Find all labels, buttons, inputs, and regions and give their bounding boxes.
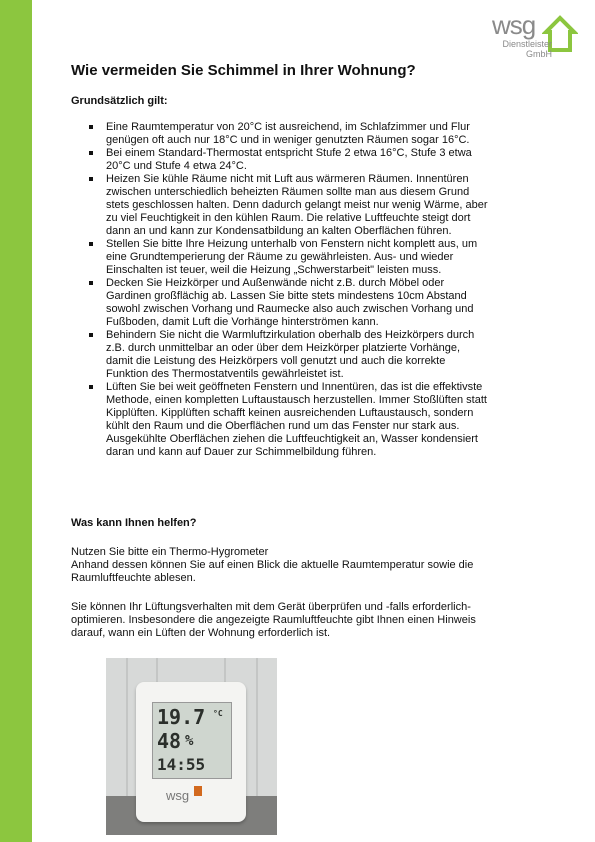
lcd-screen (152, 702, 232, 779)
hygrometer-device (136, 682, 246, 822)
section-heading-help: Was kann Ihnen helfen? (71, 517, 197, 529)
list-item: Lüften Sie bei weit geöffneten Fenstern und Innentüren, das ist die effektivste Methode, einen kompletten Luftaustausch herzustellen. Immer Stoßlüften statt Kipplüften. Kipplüften schafft keinen ausreichenden Luftaustausch, sondern kühlt den Raum und die Oberflächen rund um das Fenster nur stark aus. Ausgekühlte Oberflächen ziehen die Luftfeuchtigkeit an, Wasser kondensiert daran und kann auf Dauer zur Schimmelbildung führen. (89, 381, 529, 459)
lcd-temp-unit: °C (213, 709, 223, 718)
logo-subtitle-1: Dienstleister (502, 39, 552, 49)
list-item: Bei einem Standard-Thermostat entspricht Stufe 2 etwa 16°C, Stufe 3 etwa 20°C und Stufe 4 etwa 24°C. (89, 147, 529, 173)
logo-subtitle-2: GmbH (525, 49, 552, 59)
device-logo-house-icon (194, 786, 202, 796)
lcd-humidity: 48 (157, 729, 182, 753)
list-item: Stellen Sie bitte Ihre Heizung unterhalb von Fenstern nicht komplett aus, um eine Grundtemperierung der Räume zu gewährleisten. Aus- und wieder Einschalten ist teuer, weil die Heizung „Schwerstarbeit" leisten muss. (89, 238, 529, 277)
lcd-temperature: 19.7 (157, 705, 206, 729)
list-item: Decken Sie Heizkörper und Außenwände nicht z.B. durch Möbel oder Gardinen großflächig ab. Lassen Sie bitte stets mindestens 10cm Abstand sowohl zwischen Vorhang und Raumecke also auch zwischen Vorhang und Fußboden, damit Luft die Vorhänge hinterströmen kann. (89, 277, 529, 329)
help-paragraph-1: Nutzen Sie bitte ein Thermo-Hygrometer Anhand dessen können Sie auf einen Blick die aktuelle Raumtemperatur sowie die Raumluftfeuchte ablesen. (71, 546, 474, 584)
logo-wordmark: wsg (492, 10, 536, 40)
list-item: Eine Raumtemperatur von 20°C ist ausreichend, im Schlafzimmer und Flur genügen oft auch nur 18°C und in weniger genutzten Räumen sogar 16°C. (89, 121, 529, 147)
section-heading-basics: Grundsätzlich gilt: (71, 95, 168, 107)
list-item: Behindern Sie nicht die Warmluftzirkulation oberhalb des Heizkörpers durch z.B. durch unmittelbar an oder über dem Heizkörper platzierte Vorhänge, damit die Leistung des Heizkörpers voll genutzt und auch die korrekte Funktion des Thermostatventils gewährleistet ist. (89, 329, 529, 381)
page-title: Wie vermeiden Sie Schimmel in Ihrer Wohnung? (71, 62, 416, 79)
rules-list (89, 121, 529, 459)
wsg-logo (468, 12, 580, 58)
device-brand: wsg (166, 788, 190, 803)
green-side-bar (0, 0, 32, 842)
lcd-time: 14:55 (157, 755, 206, 774)
help-paragraph-2: Sie können Ihr Lüftungsverhalten mit dem Gerät überprüfen und -falls erforderlich- optimieren. Insbesondere die angezeigte Raumluftfeuchte gibt Ihnen einen Hinweis darauf, wann ein Lüften der Wohnung erforderlich ist. (71, 601, 476, 639)
lcd-humidity-unit: % (185, 733, 194, 749)
thermo-hygrometer-photo (106, 658, 277, 835)
list-item: Heizen Sie kühle Räume nicht mit Luft aus wärmeren Räumen. Innentüren zwischen unterschiedlich beheizten Räumen sollte man aus diesem Grund stets geschlossen halten. Denn dadurch gelangt meist nur wenig Wärme, aber zu viel Feuchtigkeit in den kühlen Raum. Die relative Luftfeuchte steigt dort dann an und kann zur Kondensatbildung an kalten Oberflächen führen. (89, 173, 529, 238)
